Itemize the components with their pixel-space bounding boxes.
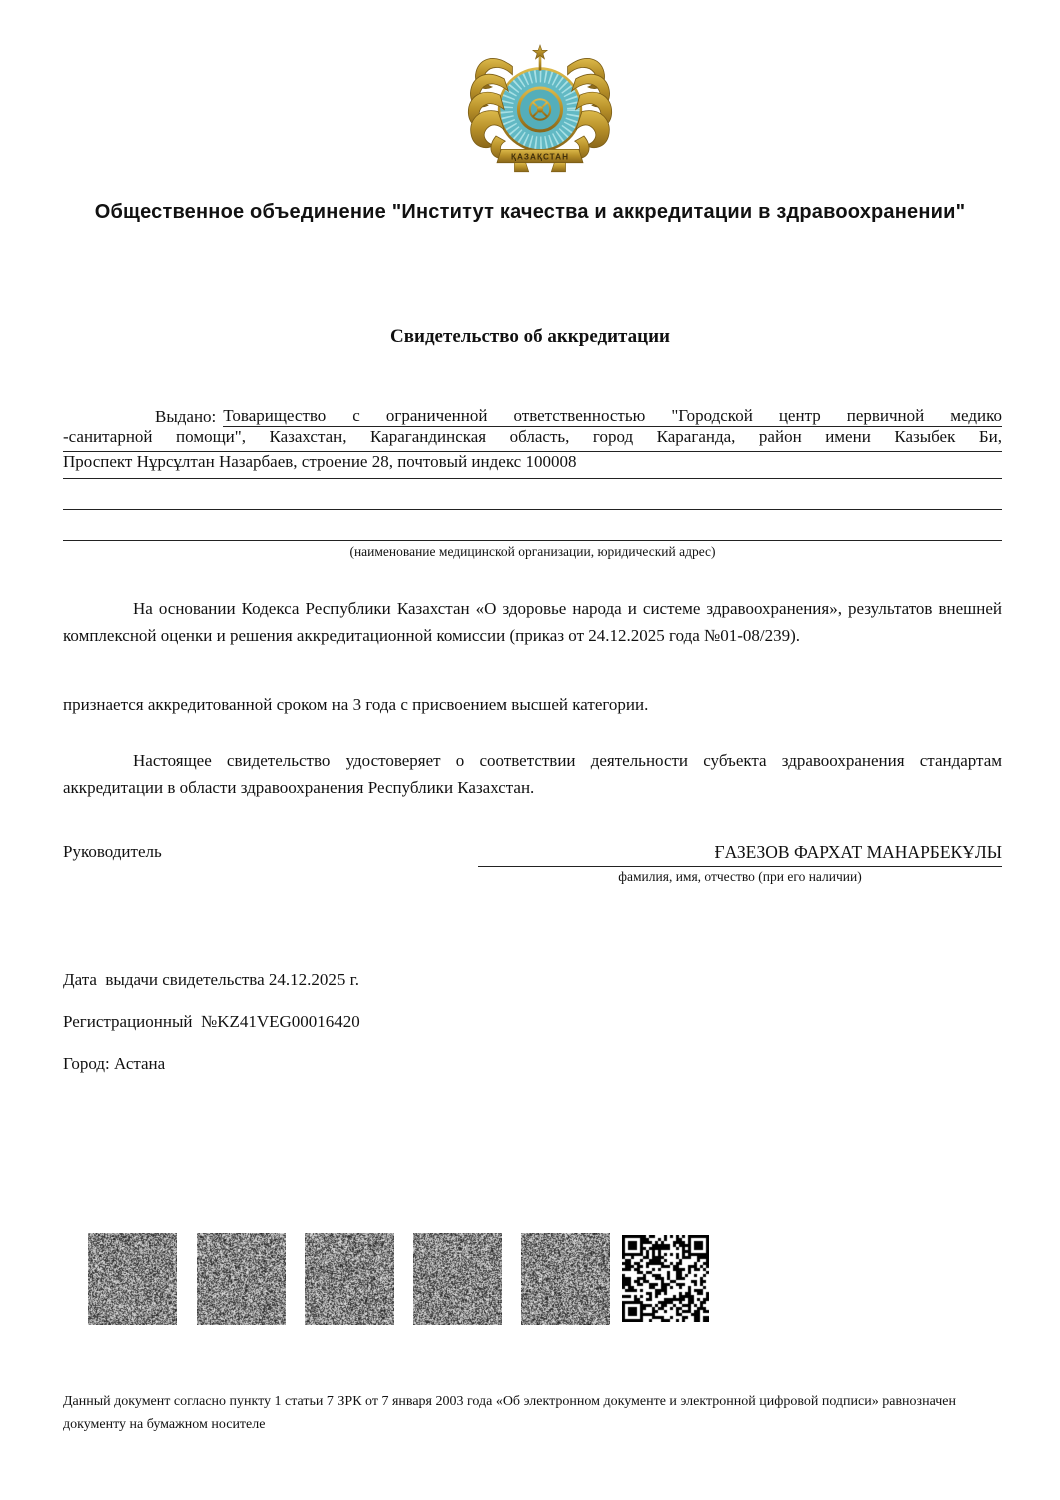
issued-to-line1: [63, 402, 1002, 427]
blank-ruled-line-2: [63, 510, 1002, 541]
document-title: Свидетельство об аккредитации: [390, 326, 670, 347]
registration-number-line: Регистрационный №KZ41VEG00016420: [63, 1012, 360, 1031]
signature-name: ҒАЗЕЗОВ ФАРХАТ МАНАРБЕКҰЛЫ: [478, 842, 1002, 867]
statement-paragraph: Настоящее свидетельство удостоверяет о соответствии деятельности субъекта здравоохранения стандартам аккредитации в области здравоохранения Республики Казахстан.: [63, 751, 1002, 797]
signature-role-label: Руководитель: [63, 842, 162, 861]
signature-name-caption: фамилия, имя, отчество (при его наличии): [618, 869, 862, 884]
issued-to-value-line2: -санитарной помощи", Казахстан, Карагандинская область, город Караганда, район имени Казыбек Би,: [63, 427, 1002, 452]
kazakhstan-emblem-icon: [463, 44, 617, 178]
emblem-banner-text: ҚАЗАҚСТАН: [510, 152, 570, 162]
recognition-paragraph: признается аккредитованной сроком на 3 года с присвоением высшей категории.: [63, 695, 649, 714]
issued-to-value-line3: Проспект Нұрсұлтан Назарбаев, строение 28, почтовый индекс 100008: [63, 452, 1002, 479]
issued-to-label: Выдано:: [155, 407, 217, 426]
signature-stamp-2: [197, 1233, 286, 1325]
issued-to-block: [63, 402, 1002, 560]
footer-note: Данный документ согласно пункту 1 статьи 7 ЗРК от 7 января 2003 года «Об электронном документе и электронной цифровой подписи» равнозначен документу на бумажном носителе: [63, 1394, 956, 1432]
blank-ruled-line-1: [63, 479, 1002, 510]
signature-stamp-5: [521, 1233, 610, 1325]
signature-stamp-1: [88, 1233, 177, 1325]
issued-to-value-line1: Товарищество с ограниченной ответственностью "Городской центр первичной медико: [223, 406, 1002, 425]
signature-block: [478, 842, 1002, 885]
qr-code: [622, 1235, 709, 1322]
signature-stamp-3: [305, 1233, 394, 1325]
basis-paragraph: На основании Кодекса Республики Казахстан «О здоровье народа и системе здравоохранения», результатов внешней комплексной оценки и решения аккредитационной комиссии (приказ от 24.12.2025 года №01-08/239).: [63, 599, 1002, 645]
issue-date-line: Дата выдачи свидетельства 24.12.2025 г.: [63, 970, 359, 989]
organization-name-caption: (наименование медицинской организации, юридический адрес): [349, 544, 716, 559]
signature-stamp-4: [413, 1233, 502, 1325]
organization-title: Общественное объединение "Институт качества и аккредитации в здравоохранении": [94, 201, 966, 223]
city-line: Город: Астана: [63, 1054, 166, 1073]
